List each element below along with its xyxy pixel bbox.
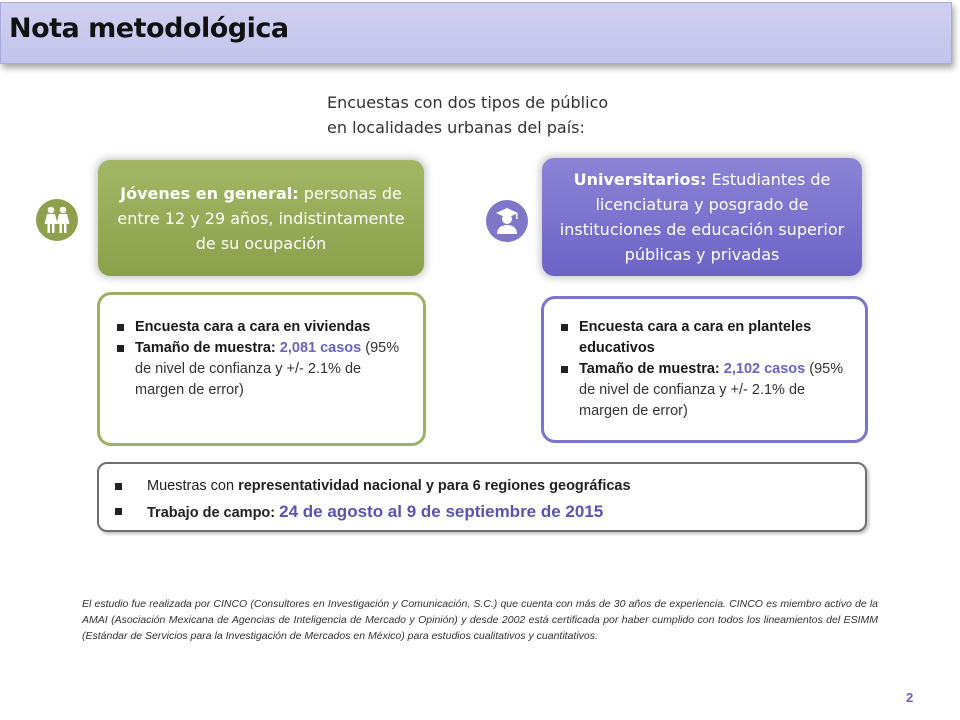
list-item bbox=[115, 317, 405, 338]
university-title: Universitarios: bbox=[573, 170, 707, 189]
university-sample-note: (95% de nivel de confianza y +/- 2.1% de margen de error) bbox=[579, 361, 844, 419]
methodology-footnote: El estudio fue realizada por CINCO (Consultores en Investigación y Comunicación, S.C.) que cuenta con más de 30 años de experiencia. CINCO es miembro activo de la AMAI (Asociación Mexicana de Agencias de Inteligencia de Mercado y Opinión) y desde 2002 está certificada por haber cumplido con todos los lineamientos del ESIMM (Estándar de Servicios para la Investigación de Mercados en México) para estudios cualitativos y cuantitativos. bbox=[82, 598, 878, 642]
graduate-icon bbox=[486, 200, 528, 242]
young-sample-label: Tamaño de muestra: bbox=[135, 340, 276, 356]
young-sample-note: (95% de nivel de confianza y +/- 2.1% de margen de error) bbox=[135, 340, 400, 398]
young-method: Encuesta cara a cara en viviendas bbox=[135, 319, 371, 335]
summary-list bbox=[113, 474, 631, 526]
list-item bbox=[559, 317, 849, 359]
university-detail-box bbox=[541, 296, 868, 443]
young-description: personas de entre 12 y 29 años, indistintamente de su ocupación bbox=[117, 183, 405, 253]
young-category-box bbox=[98, 160, 424, 276]
list-item bbox=[113, 499, 631, 526]
young-sample-value: 2,081 casos bbox=[279, 340, 362, 356]
university-sample-label: Tamaño de muestra: bbox=[579, 361, 720, 377]
women-pair-icon bbox=[36, 199, 78, 241]
university-sample-value: 2,102 casos bbox=[723, 361, 806, 377]
intro-line-2: en localidades urbanas del país: bbox=[327, 118, 585, 137]
summary-line1-bold: representatividad nacional y para 6 regiones geográficas bbox=[238, 478, 631, 494]
page-number: 2 bbox=[906, 690, 914, 705]
list-item bbox=[559, 359, 849, 422]
page-title: Nota metodológica bbox=[9, 13, 289, 44]
summary-line1-prefix: Muestras con bbox=[147, 478, 235, 494]
intro-text bbox=[327, 90, 642, 140]
slide-header bbox=[0, 2, 952, 64]
university-description: Estudiantes de licenciatura y posgrado de instituciones de educación superior públicas y privadas bbox=[559, 170, 845, 264]
young-detail-box bbox=[97, 292, 426, 446]
university-category-box bbox=[542, 158, 862, 276]
summary-fieldwork-label: Trabajo de campo: bbox=[147, 505, 276, 521]
summary-fieldwork-dates: 24 de agosto al 9 de septiembre de 2015 bbox=[279, 502, 604, 521]
summary-box bbox=[97, 462, 867, 532]
list-item bbox=[113, 474, 631, 499]
intro-line-1: Encuestas con dos tipos de público bbox=[327, 93, 609, 112]
list-item bbox=[115, 338, 405, 401]
young-title: Jóvenes en general: bbox=[120, 183, 299, 203]
university-method: Encuesta cara a cara en planteles educativos bbox=[579, 319, 812, 356]
university-bullet-list bbox=[559, 317, 849, 422]
young-bullet-list bbox=[115, 317, 405, 401]
